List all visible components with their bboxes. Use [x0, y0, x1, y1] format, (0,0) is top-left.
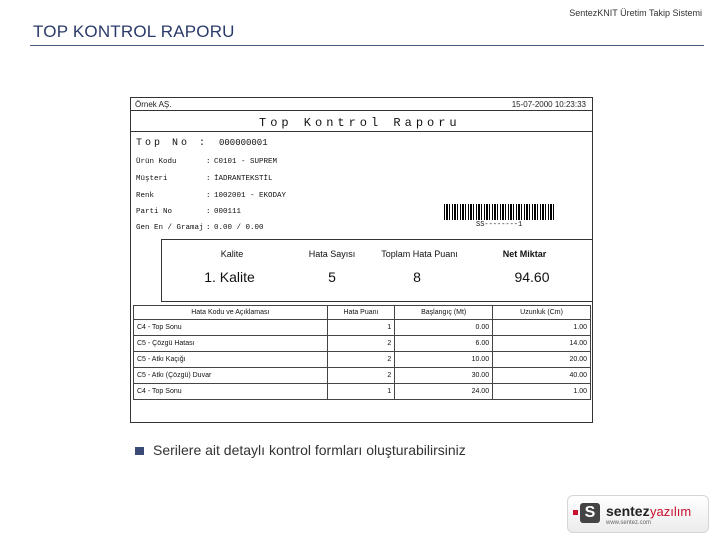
field-value: C0101 - SUPREM	[214, 158, 278, 166]
page-title: TOP KONTROL RAPORU	[33, 22, 235, 41]
defect-start: 10.00	[395, 352, 493, 368]
report-company: Örnek AŞ.	[135, 100, 172, 109]
defect-code: C5 - Atkı (Çözgü) Duvar	[134, 368, 328, 384]
summary-header-net-amount: Net Miktar	[502, 249, 547, 259]
table-row	[134, 336, 591, 352]
defect-points: 1	[327, 384, 395, 400]
report-screenshot	[130, 97, 593, 423]
summary-box	[161, 239, 593, 302]
column-header: Uzunluk (Cm)	[493, 306, 591, 320]
defect-start: 24.00	[395, 384, 493, 400]
defect-code: C5 - Atkı Kaçığı	[134, 352, 328, 368]
defect-points: 2	[327, 336, 395, 352]
report-title-divider	[131, 131, 592, 132]
summary-value-total-points: 8	[413, 269, 421, 285]
field-label: Ürün Kodu	[136, 158, 177, 166]
defect-length: 20.00	[493, 352, 591, 368]
column-header: Başlangıç (Mt)	[395, 306, 493, 320]
table-row	[134, 368, 591, 384]
defect-code: C4 - Top Sonu	[134, 384, 328, 400]
field-label: Gen En / Gramaj	[136, 224, 204, 232]
defect-points: 2	[327, 368, 395, 384]
field-value: 0.00 / 0.00	[214, 224, 264, 232]
defect-length: 40.00	[493, 368, 591, 384]
title-divider	[30, 45, 704, 46]
table-row	[134, 352, 591, 368]
defect-points: 1	[327, 320, 395, 336]
field-label: Renk	[136, 192, 155, 200]
logo-word-yazilim: yazılım	[650, 504, 692, 519]
field-value: İADRANTEKSTİL	[214, 175, 273, 183]
column-header: Hata Kodu ve Açıklaması	[134, 306, 328, 320]
field-row: Renk : 1002001 - EKODAY	[136, 192, 287, 200]
field-label: Müşteri	[136, 175, 168, 183]
barcode	[444, 204, 554, 220]
summary-value-net-amount: 94.60	[514, 269, 550, 285]
logo-s-icon: S	[580, 503, 600, 523]
field-row: Müşteri : İADRANTEKSTİL	[136, 175, 273, 183]
field-row: Parti No : 000111	[136, 208, 242, 216]
defect-length: 1.00	[493, 384, 591, 400]
table-row	[134, 320, 591, 336]
caption-text: Serilere ait detaylı kontrol formları oluşturabilirsiniz	[153, 442, 466, 458]
field-row: Gen En / Gramaj : 0.00 / 0.00	[136, 224, 264, 232]
defect-length: 1.00	[493, 320, 591, 336]
top-no-value: 000000001	[219, 138, 268, 148]
column-header: Hata Puanı	[327, 306, 395, 320]
field-row: Ürün Kodu : C0101 - SUPREM	[136, 158, 278, 166]
field-label: Parti No	[136, 208, 173, 216]
summary-value-quality: 1. Kalite	[204, 269, 255, 285]
logo-url: www.sentez.com	[606, 520, 652, 526]
report-header-divider	[131, 110, 592, 111]
defect-start: 6.00	[395, 336, 493, 352]
defect-points: 2	[327, 352, 395, 368]
sentez-logo	[567, 495, 709, 533]
summary-header-quality: Kalite	[220, 249, 244, 259]
table-row	[134, 384, 591, 400]
report-datetime: 15-07-2000 10:23:33	[511, 100, 586, 109]
defect-length: 14.00	[493, 336, 591, 352]
field-value: 000111	[214, 208, 242, 216]
logo-word-sentez: sentez	[606, 503, 650, 519]
summary-value-defect-count: 5	[328, 269, 336, 285]
report-title: Top Kontrol Raporu	[259, 116, 461, 130]
top-no-label: Top No :	[136, 138, 209, 149]
defect-code: C4 - Top Sonu	[134, 320, 328, 336]
app-name: SentezKNIT Üretim Takip Sistemi	[569, 8, 702, 18]
defects-table	[133, 305, 591, 400]
defect-code: C5 - Çözgü Hatası	[134, 336, 328, 352]
field-value: 1002001 - EKODAY	[214, 192, 287, 200]
table-header-row	[134, 306, 591, 320]
defect-start: 30.00	[395, 368, 493, 384]
barcode-number: SS--------1	[476, 221, 523, 229]
defect-start: 0.00	[395, 320, 493, 336]
bullet-icon	[135, 447, 144, 455]
summary-header-defect-count: Hata Sayısı	[308, 249, 356, 259]
summary-header-total-points: Toplam Hata Puanı	[381, 249, 458, 259]
